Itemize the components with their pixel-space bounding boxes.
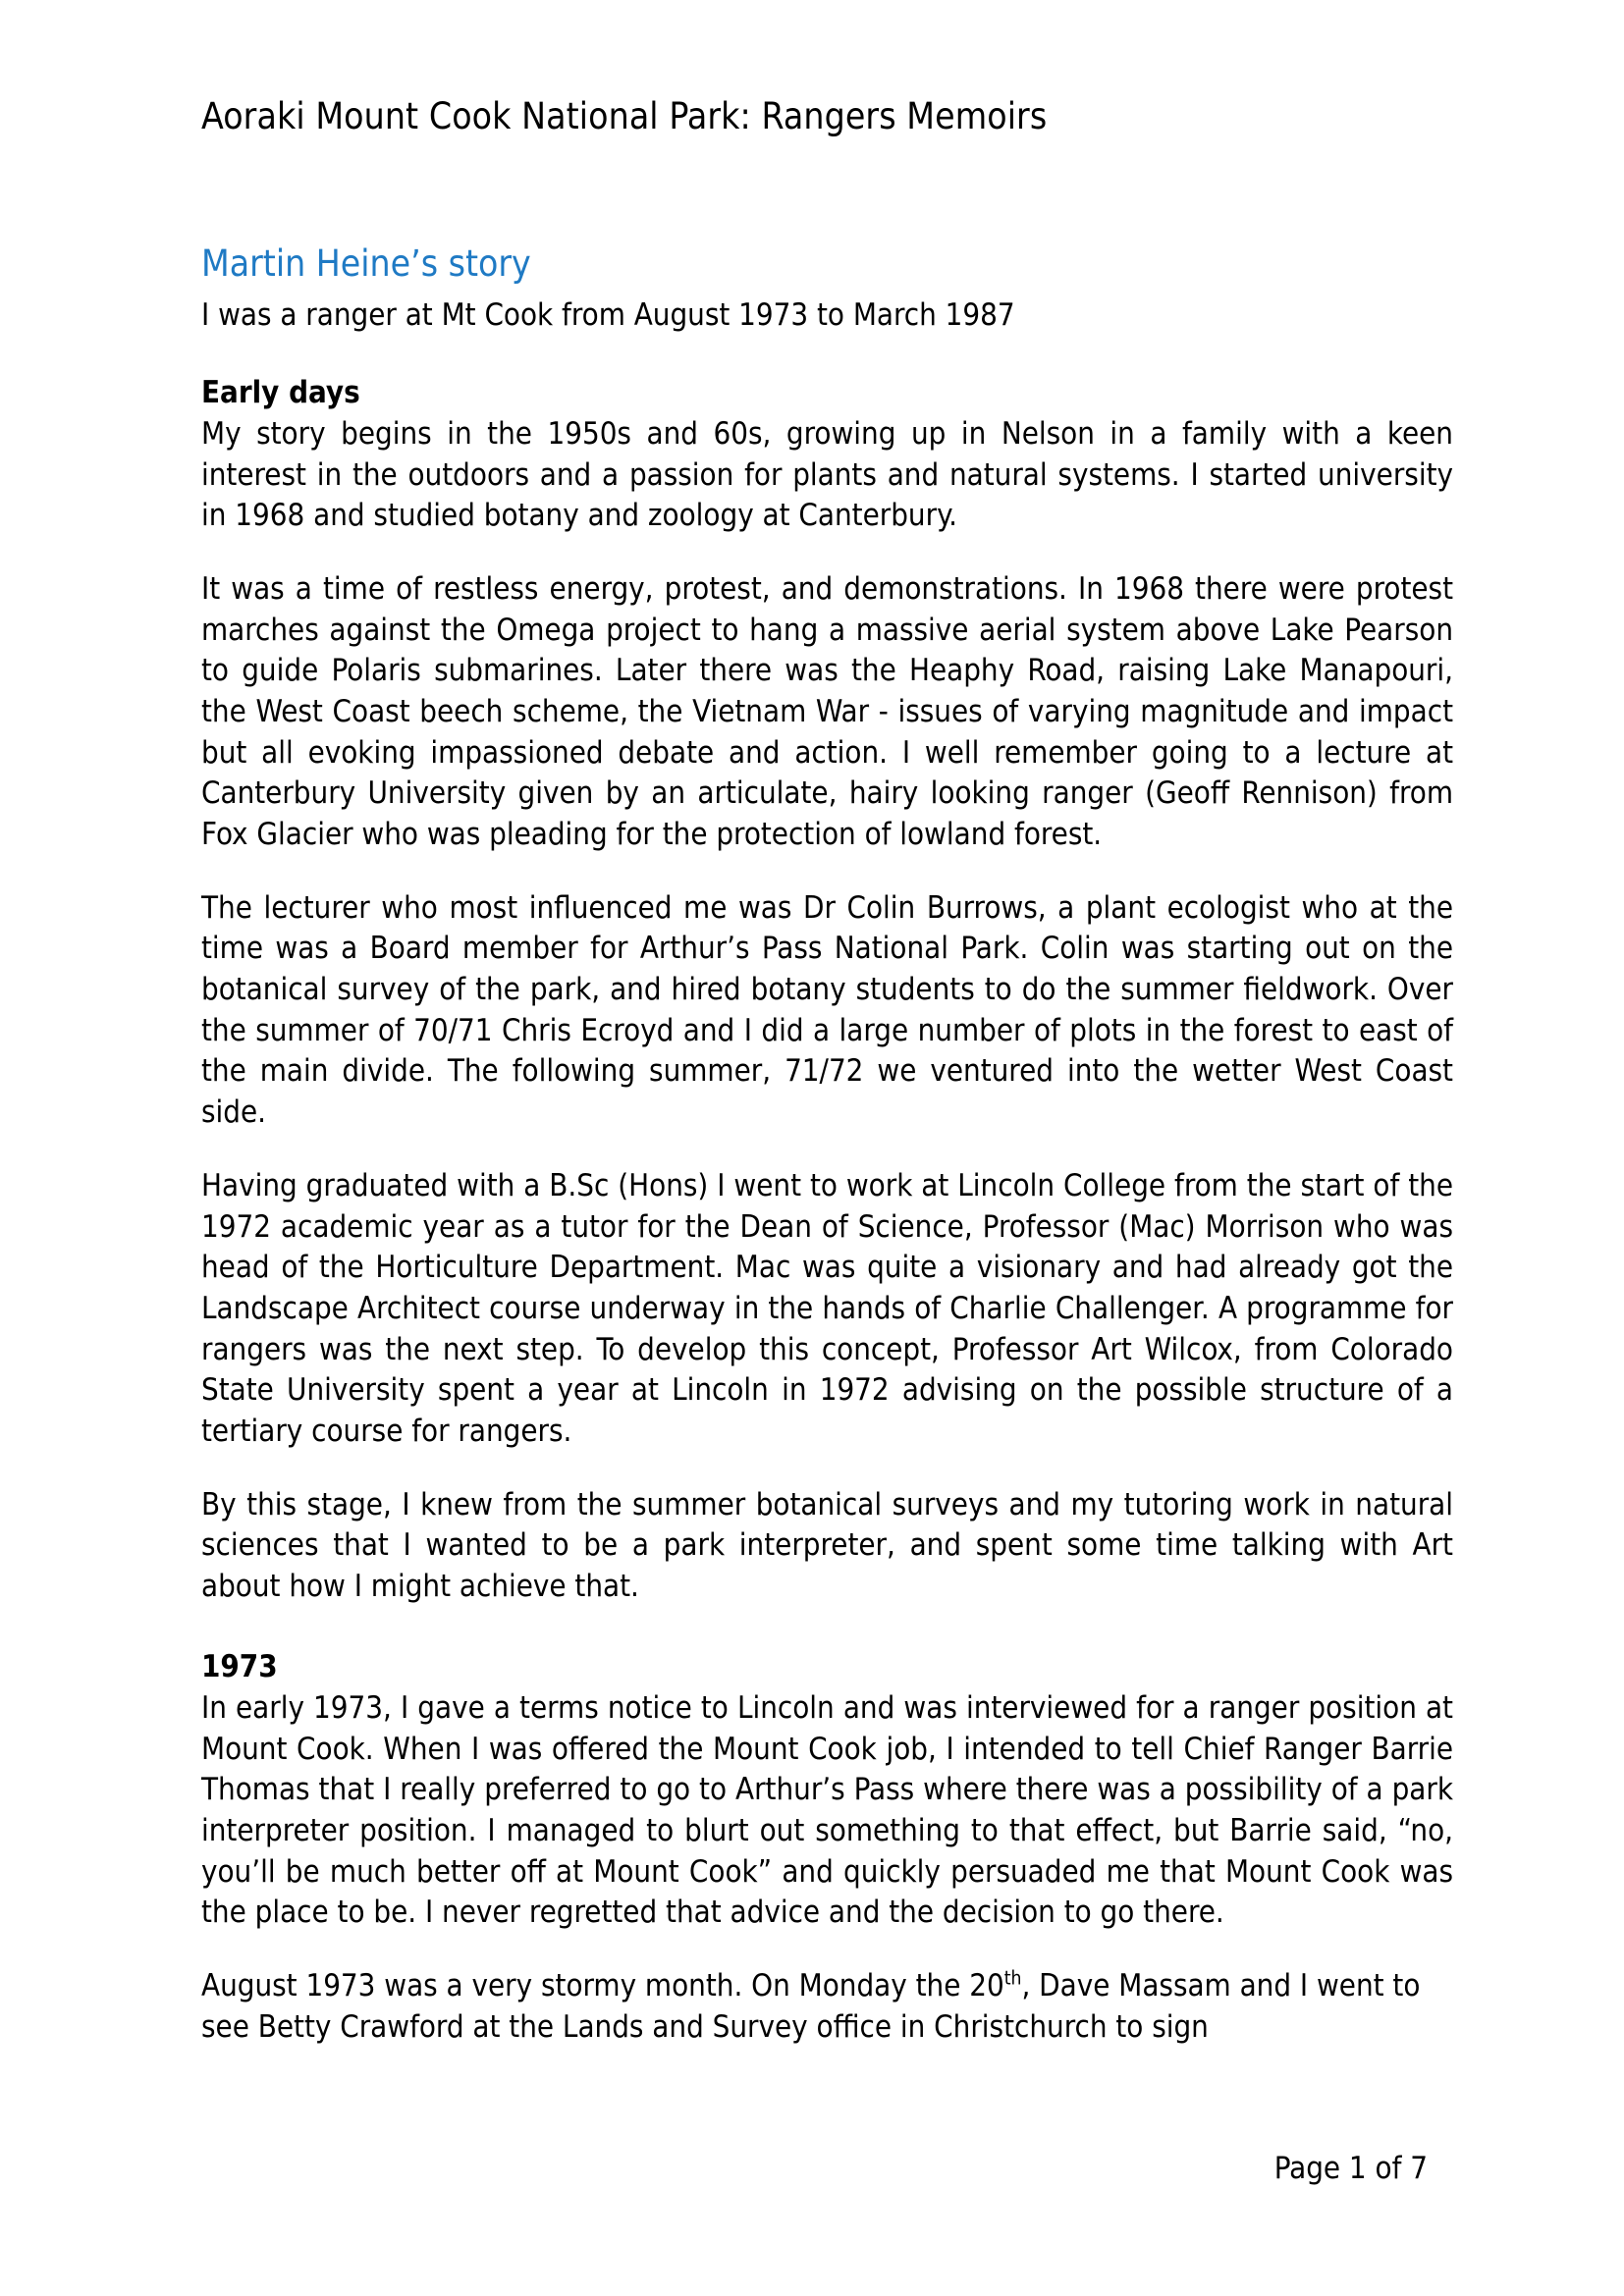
paragraph: In early 1973, I gave a terms notice to Lincoln and was interviewed for a ranger position at Mount Cook. When I was offered the Mount Cook job, I intended to tell Chief Ranger Barrie Thomas that I really preferred to go to Arthur’s Pass where there was a possibility of a park interpreter position. I managed to blurt out something to that effect, but Barrie said, “no, you’ll be much better off at Mount Cook” and quickly persuaded me that Mount Cook was the place to be. I never regretted that advice and the decision to go there. — [201, 1690, 1453, 1931]
paragraph: Having graduated with a B.Sc (Hons) I went to work at Lincoln College from the start of the 1972 academic year as a tutor for the Dean of Science, Professor (Mac) Morrison who was head of the Horticulture Department. Mac was quite a visionary and had already got the Landscape Architect course underway in the hands of Charlie Challenger. A programme for rangers was the next step. To develop this concept, Professor Art Wilcox, from Colorado State University spent a year at Lincoln in 1972 advising on the possible structure of a tertiary course for rangers. — [201, 1167, 1453, 1449]
ordinal-superscript: th — [1003, 1966, 1022, 1990]
paragraph-final-before: August 1973 was a very stormy month. On Monday the 20 — [201, 1968, 1004, 2004]
paragraph: It was a time of restless energy, protest, and demonstrations. In 1968 there were protest marches against the Omega project to hang a massive aerial system above Lake Pearson to guide Polaris submarines. Later there was the Heaphy Road, raising Lake Manapouri, the West Coast beech scheme, the Vietnam War - issues of varying magnitude and impact but all evoking impassioned debate and action. I well remember going to a lecture at Canterbury University given by an articulate, hairy looking ranger (Geoff Rennison) from Fox Glacier who was pleading for the protection of lowland forest. — [201, 570, 1453, 853]
page-content — [196, 94, 1453, 2049]
document-title: Aoraki Mount Cook National Park: Rangers Memoirs — [201, 95, 1048, 137]
paragraph-final-after: , Dave Massam and I went to see Betty Crawford at the Lands and Survey office in Christchurch to sign — [201, 1968, 1421, 2045]
paragraph: By this stage, I knew from the summer botanical surveys and my tutoring work in natural sciences that I wanted to be a park interpreter, and spent some time talking with Art about how I might achieve that. — [201, 1486, 1453, 1605]
story-heading: Martin Heine’s story — [201, 242, 531, 286]
section-heading-early-days: Early days — [201, 374, 360, 410]
paragraph: My story begins in the 1950s and 60s, growing up in Nelson in a family with a keen interest in the outdoors and a passion for plants and natural systems. I started university in 1968 and studied botany and zoology at Canterbury. — [201, 415, 1453, 534]
page-footer: Page 1 of 7 — [1273, 2151, 1428, 2186]
section-heading-1973: 1973 — [201, 1648, 278, 1684]
paragraph: The lecturer who most influenced me was Dr Colin Burrows, a plant ecologist who at the time was a Board member for Arthur’s Pass National Park. Colin was starting out on the botanical survey of the park, and hired botany students to do the summer fieldwork. Over the summer of 70/71 Chris Ecroyd and I did a large number of plots in the forest to east of the main divide. The following summer, 71/72 we ventured into the wetter West Coast side. — [201, 889, 1453, 1131]
paragraph-final — [201, 1966, 1453, 2048]
intro-line: I was a ranger at Mt Cook from August 1973 to March 1987 — [201, 296, 1015, 333]
